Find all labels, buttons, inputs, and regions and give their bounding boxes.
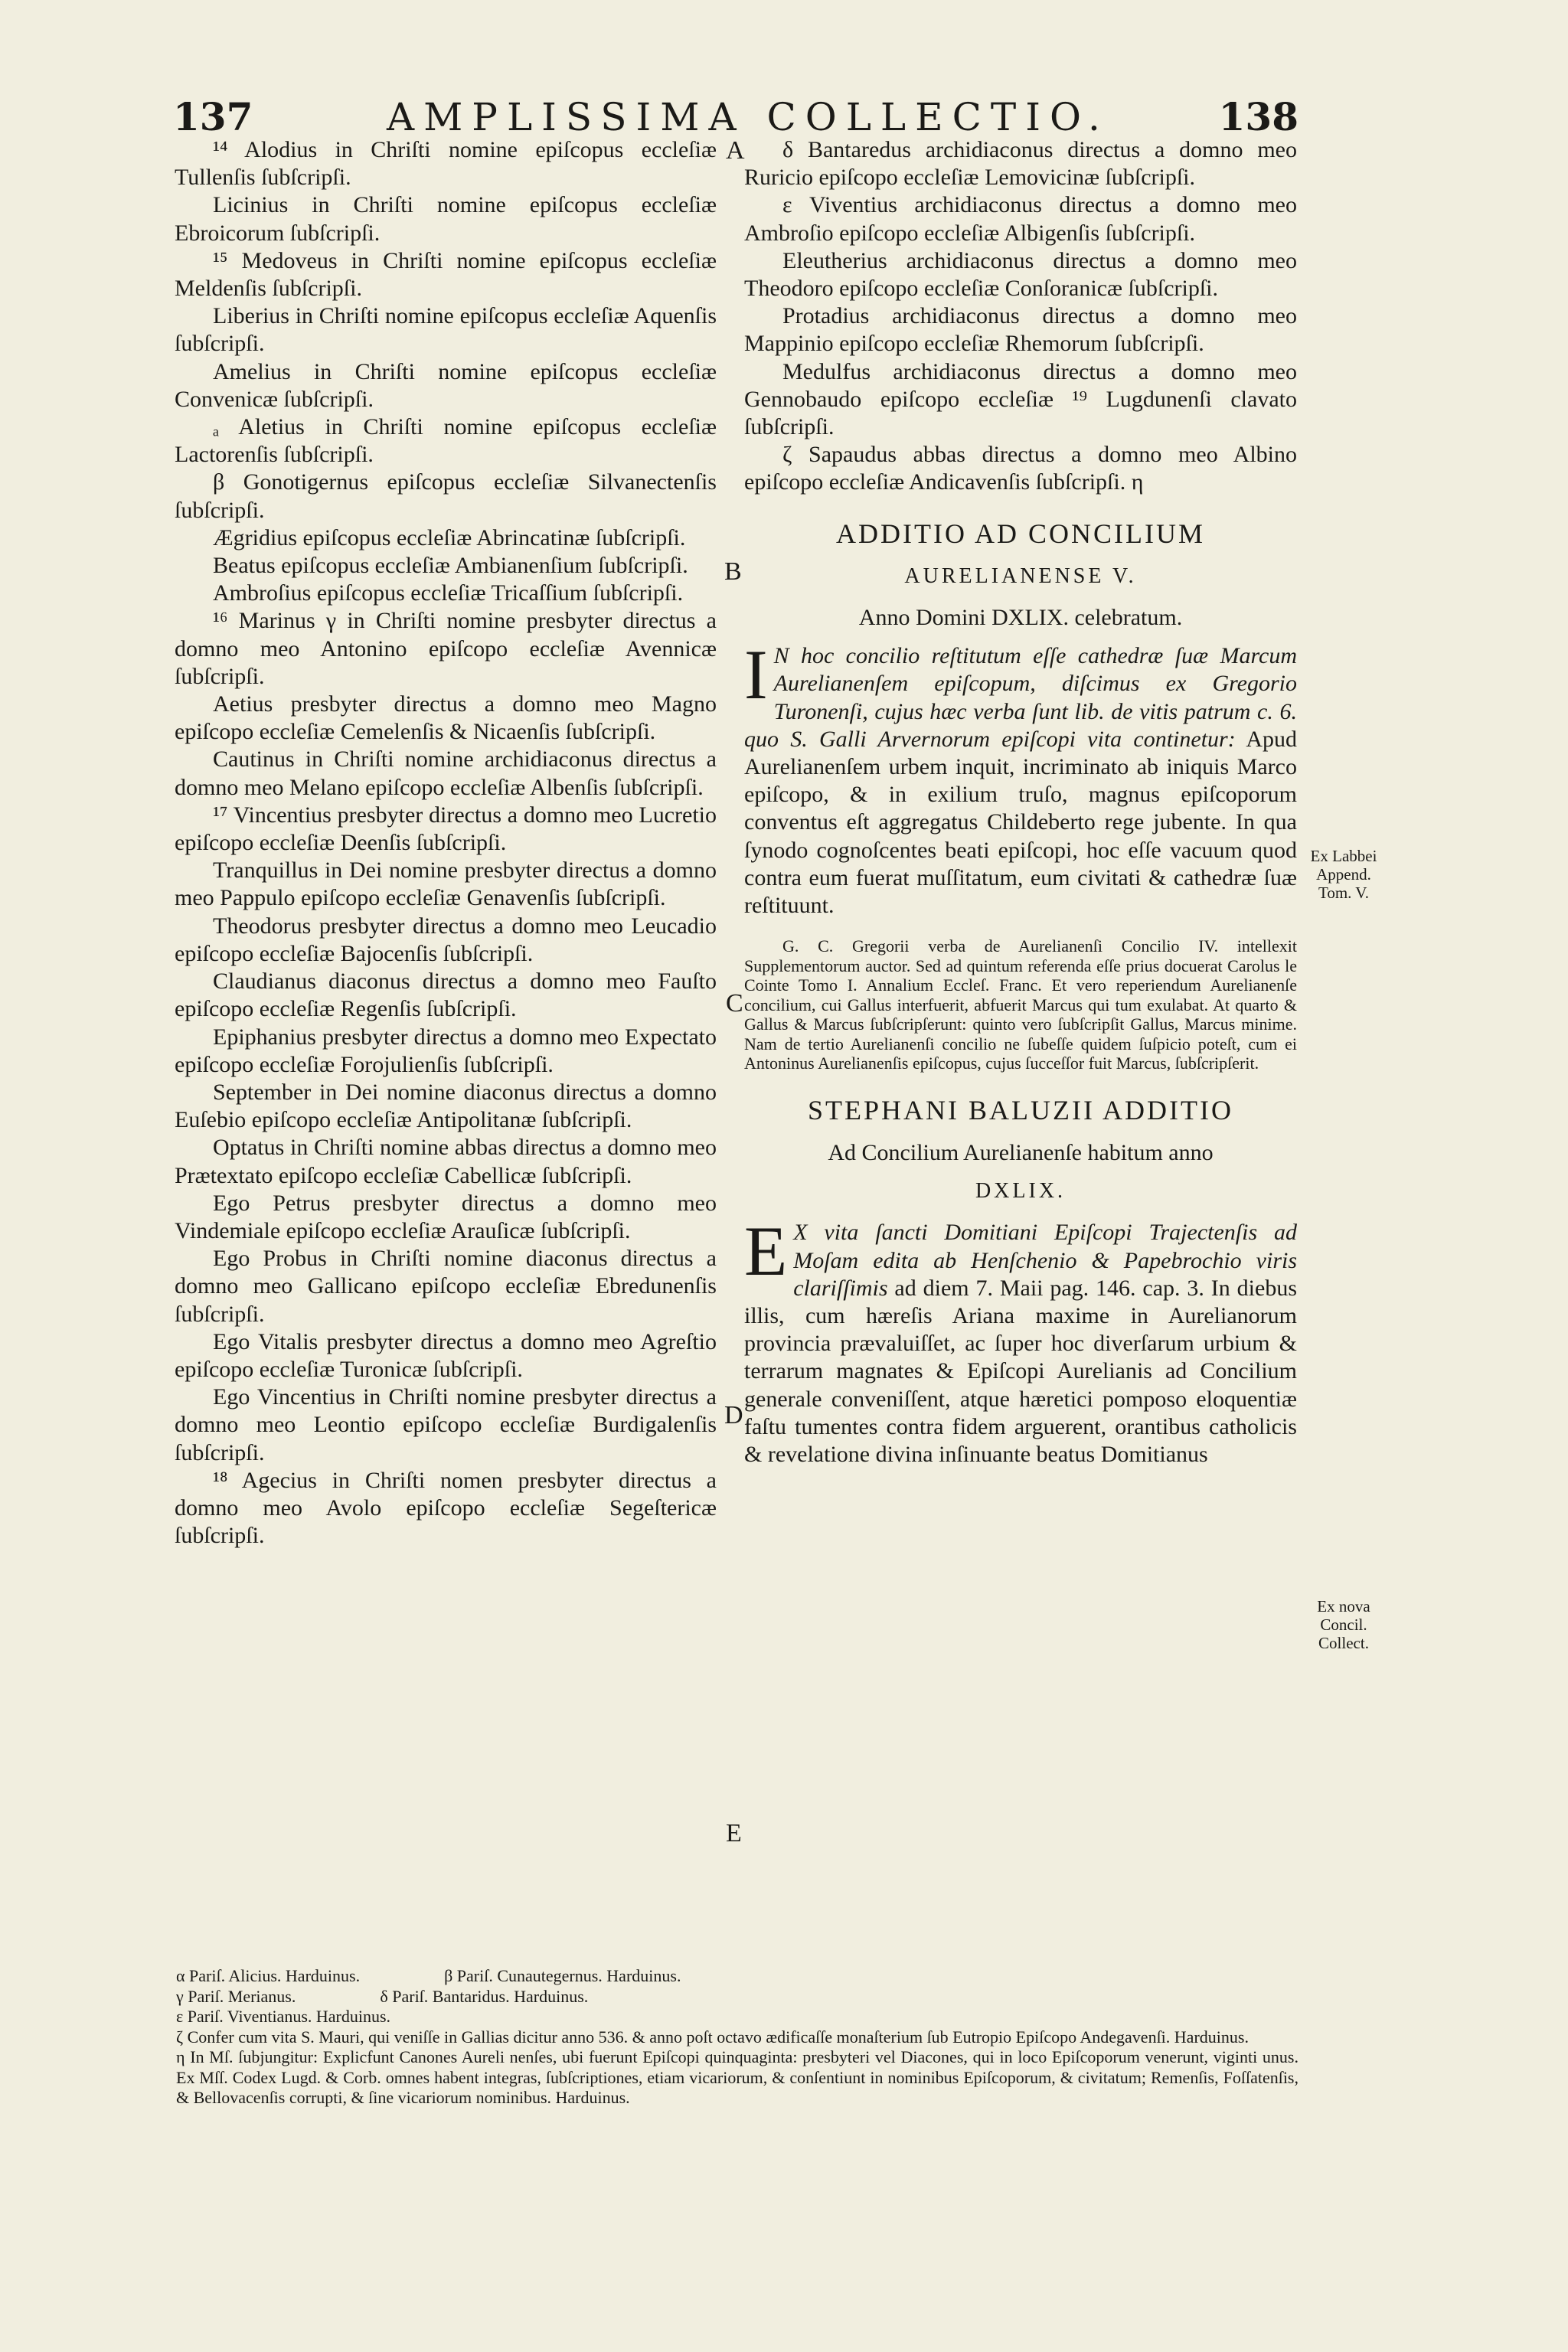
subscription-entry: Ego Petrus presbyter directus a domno meo Vindemiale epiſcopo eccleſiæ Arauſicæ ſubſcripſi. [175,1190,717,1243]
subscription-entry: Liberius in Chriſti nomine epiſcopus eccleſiæ Aquenſis ſubſcripſi. [175,303,717,357]
subscription-entry: Aetius presbyter directus a domno meo Magno epiſcopo eccleſiæ Cemelenſis & Nicaenſis ſubſcripſi. [175,691,717,745]
section1-date: Anno Domini DXLIX. celebratum. [858,605,1183,631]
section1-italic: N hoc concilio reſtitutum eſſe cathedræ ſuæ Marcum Aurelianenſem epiſcopum, diſcimus ex Gregorio Turonenſi, cujus hæc verba ſunt lib. de vitis patrum c. 6. quo S. Galli Arvernorum epiſcopi vita continetur: [744,643,1297,752]
section-marker-a: A [726,136,745,165]
subscription-entry: δ Bantaredus archidiaconus directus a domno meo Ruricio epiſcopo eccleſiæ Lemovicinæ ſubſcripſi. [744,137,1297,191]
section-marker-d: D [724,1401,743,1429]
footnote-zeta: ζ Confer cum vita S. Mauri, qui veniſſe in Gallias dicitur anno 536. & anno poſt octavo ædificaſſe monaſterium ſub Eutropio Epiſcopo Andegavenſi. Harduinus. [176,2027,1249,2047]
section1-note: G. C. Gregorii verba de Aurelianenſi Concilio IV. intellexit Supplementorum auctor. Sed ad quintum referenda eſſe prius docuerat Carolus le Cointe Tomo I. Annalium Eccleſ. Franc. Et vero reperiendum Aurelianenſe concilium, cui Gallus interfuerit, abfuerit Marcus qui tum exulabat. At quarto & Gallus & Marcus ſubſcripſerunt: quinto vero ſubſcripſit Gallus, Marcus minime. Nam de tertio Aurelianenſi concilio ne ſubeſſe quidem ſuſpicio poteſt, cum ei Antoninus Aurelianenſis epiſcopus, cujus ſucceſſor fuit Marcus, ſubſcripſerit. [744,936,1297,1073]
subscription-entry: ε Viventius archidiaconus directus a domno meo Ambroſio epiſcopo eccleſiæ Albigenſis ſubſcripſi. [744,192,1297,246]
section1-body [744,635,1297,920]
subscription-entry: ζ Sapaudus abbas directus a domno meo Albino epiſcopo eccleſiæ Andicavenſis ſubſcripſi. η [744,442,1297,495]
subscription-entry: September in Dei nomine diaconus directus a domno Euſebio epiſcopo eccleſiæ Antipolitanæ ſubſcripſi. [175,1079,717,1133]
margin-note-line: Ex Labbei [1310,847,1377,865]
right-column-subscriptions [744,136,1297,497]
subscription-entry: Theodorus presbyter directus a domno meo Leucadio epiſcopo eccleſiæ Bajocenſis ſubſcripſi. [175,913,717,966]
subscription-entry: ¹⁸ Agecius in Chriſti nomen presbyter directus a domno meo Avolo epiſcopo eccleſiæ Segeſtericæ ſubſcripſi. [175,1467,717,1549]
subscription-entry: ¹⁶ Marinus γ in Chriſti nomine presbyter directus a domno meo Antonino epiſcopo eccleſiæ Avennicæ ſubſcripſi. [175,608,717,689]
section-marker-b: B [724,557,742,586]
subscription-entry: Cautinus in Chriſti nomine archidiaconus directus a domno meo Melano epiſcopo eccleſiæ Albenſis ſubſcripſi. [175,746,717,800]
subscription-entry: ₐ Aletius in Chriſti nomine epiſcopus eccleſiæ Lactorenſis ſubſcripſi. [175,414,717,468]
section2-subheading: Ad Concilium Aurelianenſe habitum anno [828,1139,1214,1165]
margin-note-line: Concil. [1320,1615,1367,1634]
footnotes [176,1966,1298,2109]
footnote-alpha: α Pariſ. Alicius. Harduinus. [176,1966,361,1985]
subscription-entry: ¹⁵ Medoveus in Chriſti nomine epiſcopus eccleſiæ Meldenſis ſubſcripſi. [175,247,717,302]
running-title: AMPLISSIMA COLLECTIO. [387,95,1109,139]
margin-note-line: Ex nova [1317,1597,1370,1615]
subscription-entry: ¹⁴ Alodius in Chriſti nomine epiſcopus eccleſiæ Tullenſis ſubſcripſi. [175,137,717,191]
subscription-entry: Protadius archidiaconus directus a domno meo Mappinio epiſcopo eccleſiæ Rhemorum ſubſcripſi. [744,303,1297,357]
left-column [175,136,717,1550]
subscription-entry: Epiphanius presbyter directus a domno meo Expectato epiſcopo eccleſiæ Forojulienſis ſubſcripſi. [175,1024,717,1077]
subscription-entry: Claudianus diaconus directus a domno meo Fauſto epiſcopo eccleſiæ Regenſis ſubſcripſi. [175,969,717,1022]
subscription-entry: Optatus in Chriſti nomine abbas directus a domno meo Prætextato epiſcopo eccleſiæ Cabellicæ ſubſcripſi. [175,1135,717,1188]
margin-note-nova [1294,1597,1393,1652]
footnote-delta: δ Pariſ. Bantaridus. Harduinus. [380,1986,589,2006]
subscription-entry: Ægridius epiſcopus eccleſiæ Abrincatinæ ſubſcripſi. [213,524,686,550]
footnote-beta: β Pariſ. Cunautegernus. Harduinus. [444,1966,681,1985]
subscription-entry: Ego Vincentius in Chriſti nomine presbyter directus a domno meo Leontio epiſcopo eccleſiæ Burdigalenſis ſubſcripſi. [175,1384,717,1465]
subscription-entry: Beatus epiſcopus eccleſiæ Ambianenſium ſubſcripſi. [213,553,688,579]
section2-date: DXLIX. [975,1179,1067,1204]
subscription-entry: ¹⁷ Vincentius presbyter directus a domno meo Lucretio epiſcopo eccleſiæ Deenſis ſubſcripſi. [175,802,717,856]
section1-roman: Apud Aurelianenſem urbem inquit, incriminato ab iniquis Marco epiſcopo, & in exilium truſo, magnus epiſcoporum conventus eſt aggregatus Childeberto rege jubente. In qua ſynodo cognoſcentes beati epiſcopi, hoc eſſe vacuum quod contra eum fuerat muſſitatum, eum civitati & cathedræ ſuæ reſtituunt. [744,726,1297,919]
subscription-entry: Medulfus archidiaconus directus a domno meo Gennobaudo epiſcopo eccleſiæ ¹⁹ Lugdunenſi clavato ſubſcripſi. [744,358,1297,440]
margin-note-line: Append. [1316,865,1371,884]
section2-dropcap: E [744,1212,788,1291]
margin-note-line: Tom. V. [1318,884,1370,902]
footnote-epsilon: ε Pariſ. Viventianus. Harduinus. [176,2007,391,2026]
section1-dropcap: I [744,635,768,714]
section-marker-c: C [726,989,743,1018]
left-page-number: 137 [173,94,253,139]
section2-body [744,1212,1297,1468]
right-column [744,136,1297,1468]
subscription-entry: Eleutherius archidiaconus directus a domno meo Theodoro epiſcopo eccleſiæ Conſoranicæ ſubſcripſi. [744,247,1297,302]
subscription-entry: β Gonotigernus epiſcopus eccleſiæ Silvanectenſis ſubſcripſi. [175,469,717,523]
section-marker-e: E [726,1819,742,1847]
footnote-eta: η In Mſ. ſubjungitur: Explicfunt Canones Aureli nenſes, ubi fuerunt Epiſcopi quinquaginta: presbyteri vel Diacones, qui in loco Epiſcoporum venerunt, viginti unus. Ex Mſſ. Codex Lugd. & Corb. omnes habent integras, ſubſcriptiones, etiam vicariorum, & conſentiunt in nominibus Epiſcoporum, & civitatum; Remenſis, Foſſatenſis, & Bellovacenſis corrupti, & ſine vicariorum nominibus. Harduinus. [176,2047,1298,2107]
subscription-entry: Ego Vitalis presbyter directus a domno meo Agreſtio epiſcopo eccleſiæ Turonicæ ſubſcripſi. [175,1328,717,1382]
subscription-entry: Amelius in Chriſti nomine epiſcopus eccleſiæ Convenicæ ſubſcripſi. [175,358,717,412]
subscription-entry: Ambroſius epiſcopus eccleſiæ Tricaſſium ſubſcripſi. [213,580,684,606]
section1-heading: ADDITIO AD CONCILIUM [836,518,1205,549]
subscription-entry: Tranquillus in Dei nomine presbyter directus a domno meo Pappulo epiſcopo eccleſiæ Genavenſis ſubſcripſi. [175,858,717,911]
section2-heading: STEPHANI BALUZII ADDITIO [808,1094,1233,1125]
section2-roman: ad diem 7. Maii pag. 146. cap. 3. In diebus illis, cum hæreſis Ariana maxime in Aurelianorum provincia prævaluiſſet, ac ſuper hoc diverſarum urbium & terrarum magnates & Epiſcopi Aurelianis ad Concilium generale conveniſſent, atque hæretici pomposo eloquentiæ faſtu tumentes contra fidem arguerent, orantibus catholicis & revelatione divina inſinuante beatus Domitianus [744,1275,1297,1468]
section2-italic: X vita ſancti Domitiani Epiſcopi Trajectenſis ad Moſam edita ab Henſchenio & Papebrochio viris clariſſimis [793,1220,1297,1301]
section1-subheading: AURELIANENSE V. [904,564,1137,588]
subscription-entry: Licinius in Chriſti nomine epiſcopus eccleſiæ Ebroicorum ſubſcripſi. [175,192,717,246]
margin-note-line: Collect. [1318,1634,1369,1652]
footnote-gamma: γ Pariſ. Merianus. [176,1986,296,2006]
margin-note-labbei [1294,847,1393,902]
right-page-number: 138 [1218,94,1298,139]
subscription-entry: Ego Probus in Chriſti nomine diaconus directus a domno meo Gallicano epiſcopo eccleſiæ Ebredunenſis ſubſcripſi. [175,1246,717,1327]
